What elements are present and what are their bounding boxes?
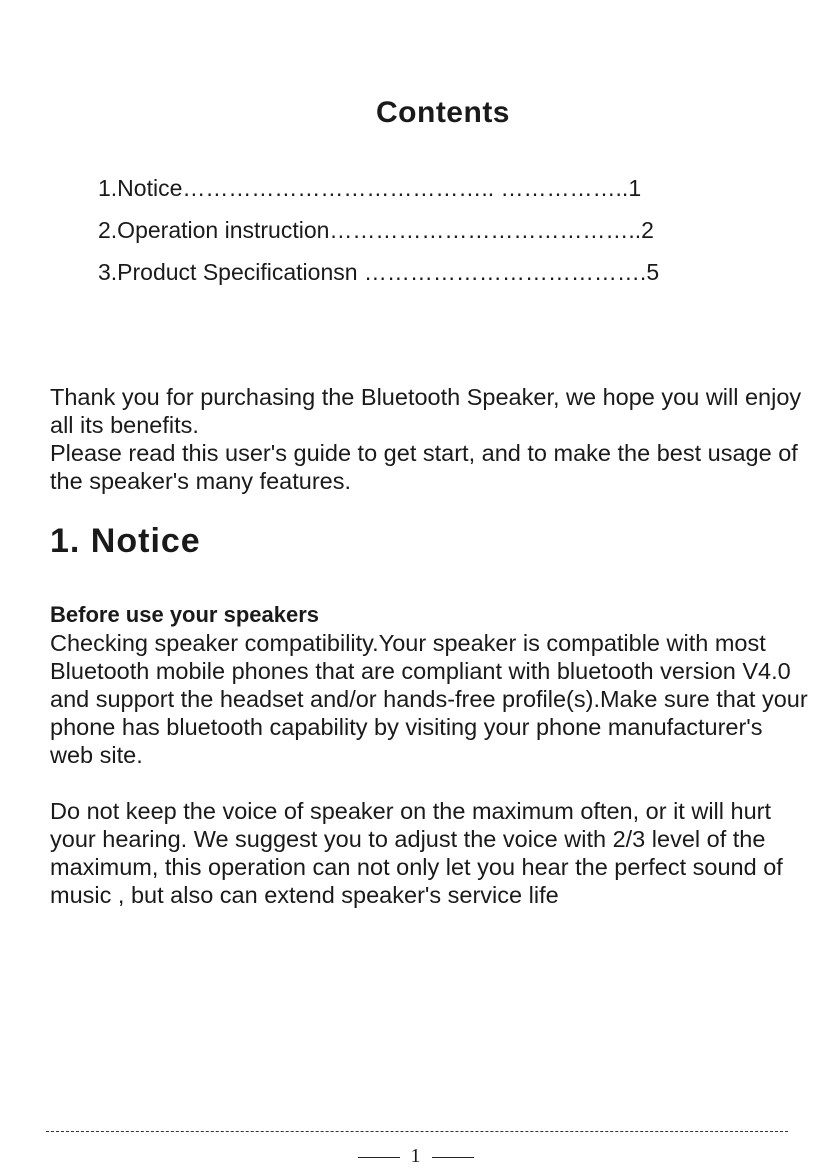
section-heading-notice: 1. Notice	[50, 522, 201, 560]
intro-paragraph-guide: Please read this user's guide to get start, and to make the best usage of the speaker's many features.	[50, 440, 798, 494]
page-number-dash-right	[432, 1157, 474, 1158]
page-number-dash-left	[358, 1157, 400, 1158]
intro-paragraph-thanks: Thank you for purchasing the Bluetooth Speaker, we hope you will enjoy all its benefits.	[50, 384, 802, 438]
subheading-before-use: Before use your speakers	[50, 602, 320, 627]
paragraph-compatibility: Checking speaker compatibility.Your speaker is compatible with most Bluetooth mobile phones that are compliant with bluetooth version V4.0 and support the headset and/or hands-free profile(s).Make sure that your phone has bluetooth capability by visiting your phone manufacturer's web site.	[50, 630, 808, 768]
intro-text	[50, 383, 810, 495]
paragraph-volume-warning: Do not keep the voice of speaker on the maximum often, or it will hurt your hearing. We suggest you to adjust the voice with 2/3 level of the maximum, this operation can not only let you hear the perfect sound of music , but also can extend speaker's service life	[50, 798, 783, 908]
contents-title: Contents	[376, 96, 510, 129]
table-of-contents	[98, 167, 743, 293]
page-footer	[0, 1145, 831, 1168]
toc-entry-operation-instruction[interactable]: 2.Operation instruction…………………………………..2	[98, 217, 654, 243]
toc-entry-notice[interactable]: 1.Notice………………………………….. ……………..1	[98, 175, 642, 201]
page-number: 1	[410, 1145, 421, 1167]
toc-entry-product-specifications[interactable]: 3.Product Specificationsn ……………………………….5	[98, 259, 660, 285]
footer-divider	[46, 1131, 788, 1132]
